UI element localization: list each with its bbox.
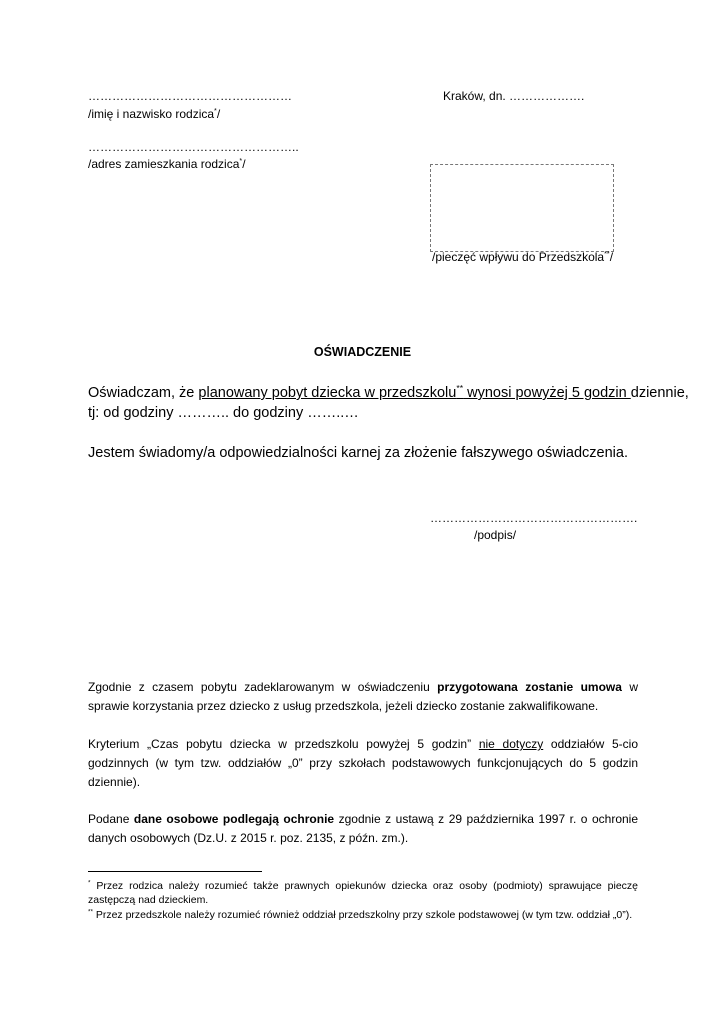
footnote-1-mark: * xyxy=(88,879,91,887)
note-data-b: zgodnie z ustawą z 29 października 1997 r. o ochronie danych osobowych (Dz.U. z 2015 r. poz. 2135, z późn. zm.). xyxy=(88,812,639,845)
note-data-a: Podane xyxy=(88,812,134,826)
note-criterion xyxy=(88,735,638,792)
declaration-underlined-text-2: wynosi powyżej 5 godzin xyxy=(463,385,631,401)
note-agreement-bold: przygotowana zostanie umowa xyxy=(437,680,622,694)
note-agreement-a: Zgodnie z czasem pobytu zadeklarowanym w oświadczeniu xyxy=(88,680,438,694)
address-label-end: / xyxy=(242,157,246,171)
declaration-line-2: tj: od godziny ……….. do godziny ……..… xyxy=(88,405,359,421)
footnote-2-text: Przez przedszkole należy rozumieć również oddział przedszkolny przy szkole podstawowej (w tym tzw. oddział „0”). xyxy=(92,909,633,921)
note-agreement xyxy=(88,678,638,716)
stamp-label xyxy=(432,249,613,265)
address-label-text: /adres zamieszkania rodzica xyxy=(88,157,240,171)
address-dots: …………………………………………….. xyxy=(88,140,299,154)
footnote-1 xyxy=(88,879,638,907)
place-date: Kraków, dn. ………………. xyxy=(443,89,585,103)
stamp-label-text: /pieczęć wpływu do Przedszkola xyxy=(432,250,605,264)
footnote-2-mark: ** xyxy=(88,908,93,916)
stamp-box xyxy=(430,164,614,252)
footnote-ref-2: ** xyxy=(604,249,610,258)
footnote-2 xyxy=(88,908,638,922)
declaration-line-1 xyxy=(88,383,689,403)
footnote-1-text: Przez rodzica należy rozumieć także prawnych opiekunów dziecka oraz osoby (podmioty) sprawujące pieczę zastępczą nad dzieckiem. xyxy=(88,880,638,906)
note-data-protection xyxy=(88,810,638,848)
document-title: OŚWIADCZENIE xyxy=(313,345,412,359)
footnote-ref-1: * xyxy=(214,106,217,115)
signature-dots: ……………………………………………. xyxy=(430,511,638,525)
declaration-underlined-1 xyxy=(198,385,630,401)
note-criterion-a: Kryterium „Czas pobytu dziecka w przedszkolu powyżej 5 godzin” xyxy=(88,737,479,751)
responsibility-statement: Jestem świadomy/a odpowiedzialności karnej za złożenie fałszywego oświadczenia. xyxy=(88,445,628,461)
note-data-bold: dane osobowe podlegają ochronie xyxy=(133,812,335,826)
note-criterion-b: oddziałów 5-cio godzinnych (w tym tzw. oddziałów „0” przy szkołach podstawowych funkcjonujących do 5 godzin dziennie). xyxy=(88,737,639,789)
parent-name-label-end: / xyxy=(216,107,221,121)
parent-name-label-text: /imię i nazwisko rodzica xyxy=(88,107,215,121)
parent-name-dots: …………………………………………… xyxy=(88,89,292,103)
note-criterion-underlined: nie dotyczy xyxy=(478,737,544,751)
address-label xyxy=(88,156,246,172)
declaration-underlined-text-1: planowany pobyt dziecka w przedszkolu xyxy=(198,385,457,401)
declaration-text-b: dziennie, xyxy=(630,385,689,401)
declaration-text-a: Oświadczam, że xyxy=(88,385,199,401)
note-agreement-b: w sprawie korzystania przez dziecko z usług przedszkola, jeżeli dziecko zostanie zakwalifikowane. xyxy=(88,680,638,713)
footnote-ref-1b: * xyxy=(239,156,243,165)
footnote-separator xyxy=(88,871,262,872)
signature-label: /podpis/ xyxy=(474,528,517,542)
footnote-ref-2b: ** xyxy=(456,383,464,394)
stamp-label-end: / xyxy=(609,250,614,264)
parent-name-label xyxy=(88,106,220,122)
